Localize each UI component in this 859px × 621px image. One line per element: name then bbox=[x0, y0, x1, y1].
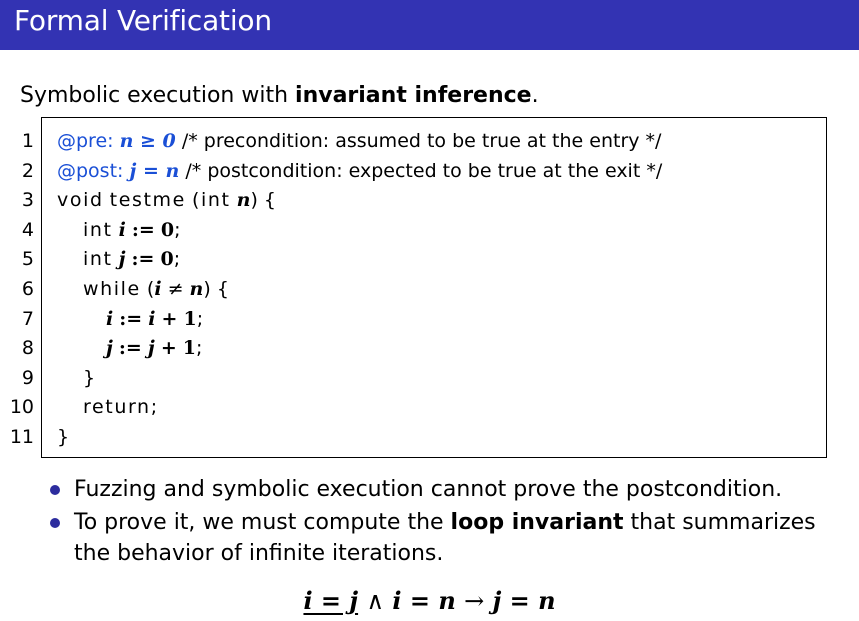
assign-op: := bbox=[118, 337, 142, 360]
var-i: i bbox=[148, 307, 156, 330]
bullet-list bbox=[48, 474, 848, 571]
pre-comment: /* precondition: assumed to be true at the entry */ bbox=[181, 130, 662, 152]
var-i: i bbox=[106, 307, 114, 330]
line-number: 3 bbox=[21, 189, 34, 212]
line-numbers bbox=[0, 127, 34, 453]
bullet-text-bold: loop invariant bbox=[450, 510, 624, 535]
code-line-precondition bbox=[57, 127, 661, 157]
line-number: 1 bbox=[21, 130, 34, 152]
list-item bbox=[48, 474, 848, 505]
assign-op: := bbox=[131, 218, 155, 241]
var-i: i bbox=[118, 218, 126, 241]
semicolon: ; bbox=[174, 218, 181, 241]
line-number: 9 bbox=[21, 366, 34, 389]
keyword-int: int bbox=[83, 218, 113, 241]
line-number: 5 bbox=[21, 248, 34, 271]
bullet-text-suffix: that summarizes the behavior of infinite iterations. bbox=[74, 510, 816, 566]
formula-end-term: j = n bbox=[492, 586, 556, 615]
semicolon: ; bbox=[173, 248, 181, 271]
line-number: 7 bbox=[21, 307, 34, 330]
bullet-icon bbox=[50, 485, 60, 495]
subtitle-prefix: Symbolic execution with bbox=[20, 83, 296, 108]
assign-op: := bbox=[131, 248, 155, 271]
var-i: i bbox=[154, 278, 162, 300]
code-line-postcondition bbox=[57, 157, 662, 187]
literal-zero: 0 bbox=[160, 248, 174, 271]
pre-annotation: @pre: bbox=[57, 130, 114, 152]
code-line-4 bbox=[83, 216, 181, 246]
code-line-signature bbox=[57, 186, 276, 216]
code-line-5 bbox=[83, 245, 180, 275]
assign-op: := bbox=[119, 307, 143, 330]
pre-condition: n ≥ 0 bbox=[119, 130, 176, 152]
bullet-icon bbox=[50, 518, 60, 528]
not-equal-op: ≠ bbox=[167, 278, 184, 300]
code-line-11 bbox=[57, 423, 69, 453]
subtitle-suffix: . bbox=[531, 83, 539, 108]
keyword-return: return; bbox=[83, 396, 159, 419]
formula-middle-term: i = n bbox=[392, 586, 456, 615]
post-comment: /* postcondition: expected to be true at the exit */ bbox=[185, 159, 663, 182]
bullet-text-prefix: To prove it, we must compute the bbox=[74, 510, 451, 535]
literal-one: 1 bbox=[182, 337, 197, 360]
code-line-7 bbox=[106, 305, 203, 335]
formula-underlined-term: i = j bbox=[303, 586, 359, 615]
var-j: j bbox=[147, 337, 155, 360]
close-brace: } bbox=[83, 366, 96, 389]
bullet-text: Fuzzing and symbolic execution cannot prove the postcondition. bbox=[74, 477, 783, 502]
keyword-void: void bbox=[57, 189, 104, 212]
line-number: 8 bbox=[21, 337, 34, 360]
literal-zero: 0 bbox=[160, 218, 175, 241]
keyword-int: int bbox=[83, 248, 113, 271]
line-number: 11 bbox=[9, 425, 34, 448]
var-j: j bbox=[106, 337, 113, 360]
code-line-6 bbox=[83, 275, 229, 305]
semicolon: ; bbox=[196, 307, 204, 330]
slide-title-bar bbox=[0, 0, 859, 50]
line-number: 6 bbox=[21, 277, 34, 300]
post-annotation: @post: bbox=[57, 159, 124, 182]
code-line-8 bbox=[106, 334, 202, 364]
plus-op: + bbox=[160, 337, 177, 360]
slide-title: Formal Verification bbox=[14, 4, 272, 37]
function-name: testme bbox=[109, 189, 186, 212]
close-brace: } bbox=[57, 426, 70, 448]
var-n: n bbox=[189, 278, 204, 300]
var-j: j bbox=[118, 248, 126, 271]
param-name: n bbox=[236, 189, 251, 212]
and-symbol: ∧ bbox=[366, 587, 385, 615]
code-line-10 bbox=[83, 393, 159, 423]
line-number: 10 bbox=[9, 396, 34, 419]
code-listing bbox=[41, 117, 827, 458]
slide-subtitle bbox=[20, 83, 539, 108]
plus-op: + bbox=[161, 307, 178, 330]
code-line-9 bbox=[83, 364, 95, 394]
literal-one: 1 bbox=[183, 307, 197, 330]
implies-arrow: → bbox=[464, 587, 485, 615]
param-type: (int bbox=[192, 189, 231, 212]
paren-open: ( bbox=[146, 278, 155, 300]
paren-close-brace: ) { bbox=[203, 278, 229, 300]
list-item bbox=[48, 507, 848, 569]
line-number: 2 bbox=[21, 159, 34, 182]
subtitle-bold: invariant inference bbox=[295, 83, 532, 108]
semicolon: ; bbox=[196, 337, 203, 360]
line-number: 4 bbox=[21, 218, 34, 241]
keyword-while: while bbox=[83, 278, 141, 300]
invariant-formula bbox=[0, 586, 859, 615]
sig-close: ) { bbox=[250, 189, 277, 212]
post-condition: j = n bbox=[129, 159, 180, 182]
